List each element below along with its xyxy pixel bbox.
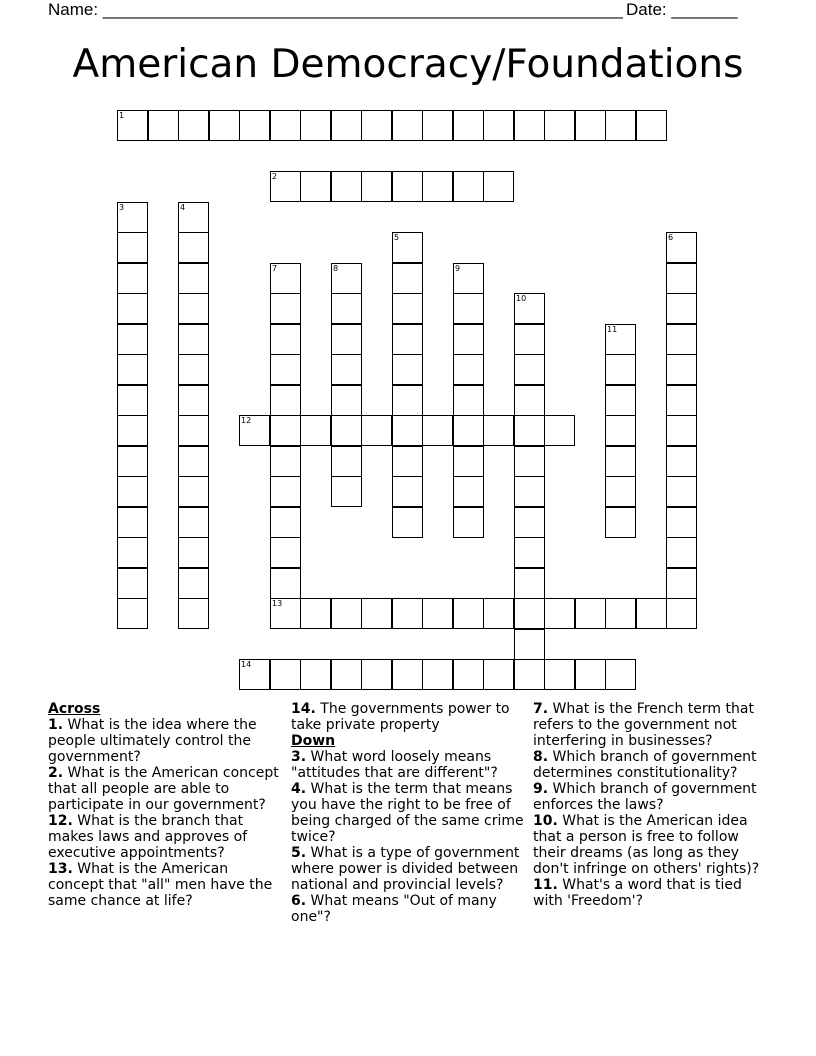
crossword-cell[interactable] <box>666 324 697 355</box>
crossword-cell[interactable] <box>483 171 514 202</box>
crossword-cell[interactable] <box>117 232 148 263</box>
crossword-cell[interactable] <box>666 568 697 599</box>
crossword-cell[interactable] <box>666 537 697 568</box>
crossword-cell[interactable] <box>514 354 545 385</box>
clue-item <box>533 781 769 813</box>
crossword-cell[interactable] <box>453 324 484 355</box>
crossword-cell[interactable] <box>270 415 301 446</box>
crossword-cell[interactable] <box>605 415 636 446</box>
crossword-cell[interactable] <box>453 110 484 141</box>
crossword-cell[interactable] <box>605 324 636 355</box>
crossword-cell[interactable] <box>239 415 270 446</box>
crossword-cell[interactable] <box>270 110 301 141</box>
crossword-cell[interactable] <box>514 537 545 568</box>
clue-number: 6. <box>291 893 307 909</box>
crossword-cell[interactable] <box>575 110 606 141</box>
clue-item <box>533 813 769 877</box>
clue-text: What is a type of government where power is divided between national and provincial levels? <box>291 845 520 893</box>
crossword-cell[interactable] <box>392 232 423 263</box>
clue-number-label: 11 <box>607 325 618 334</box>
clue-number-label: 5 <box>394 233 400 242</box>
crossword-cell[interactable] <box>270 354 301 385</box>
crossword-cell[interactable] <box>605 598 636 629</box>
crossword-cell[interactable] <box>331 446 362 477</box>
crossword-cell[interactable] <box>300 171 331 202</box>
clue-item <box>291 845 527 893</box>
crossword-cell[interactable] <box>331 598 362 629</box>
crossword-cell[interactable] <box>453 507 484 538</box>
crossword-cell[interactable] <box>544 110 575 141</box>
clue-text: What is the French term that refers to the government not interfering in businesses? <box>533 701 754 749</box>
clue-column-2 <box>291 701 527 925</box>
crossword-cell[interactable] <box>514 598 545 629</box>
crossword-cell[interactable] <box>361 171 392 202</box>
crossword-cell[interactable] <box>605 507 636 538</box>
crossword-cell[interactable] <box>331 659 362 690</box>
crossword-cell[interactable] <box>361 415 392 446</box>
crossword-cell[interactable] <box>514 293 545 324</box>
crossword-cell[interactable] <box>636 598 667 629</box>
clue-text: Which branch of government enforces the laws? <box>533 781 757 813</box>
crossword-cell[interactable] <box>666 293 697 324</box>
crossword-cell[interactable] <box>270 263 301 294</box>
date-field-label: Date: _______ <box>626 0 738 19</box>
clue-text: What word loosely means "attitudes that are different"? <box>291 749 498 781</box>
crossword-cell[interactable] <box>514 568 545 599</box>
crossword-cell[interactable] <box>453 293 484 324</box>
clue-number-label: 1 <box>119 111 125 120</box>
crossword-cell[interactable] <box>117 507 148 538</box>
clue-item <box>533 701 769 749</box>
crossword-cell[interactable] <box>392 507 423 538</box>
crossword-cell[interactable] <box>270 293 301 324</box>
crossword-cell[interactable] <box>514 415 545 446</box>
crossword-cell[interactable] <box>575 598 606 629</box>
crossword-cell[interactable] <box>117 446 148 477</box>
clue-item <box>48 813 284 861</box>
crossword-cell[interactable] <box>331 415 362 446</box>
crossword-cell[interactable] <box>453 415 484 446</box>
crossword-cell[interactable] <box>178 507 209 538</box>
crossword-cell[interactable] <box>117 293 148 324</box>
clue-number-label: 7 <box>272 264 278 273</box>
page-title: American Democracy/Foundations <box>72 42 744 87</box>
clue-item <box>533 749 769 781</box>
crossword-cell[interactable] <box>209 110 240 141</box>
crossword-cell[interactable] <box>453 385 484 416</box>
crossword-cell[interactable] <box>361 659 392 690</box>
crossword-cell[interactable] <box>392 110 423 141</box>
crossword-cell[interactable] <box>270 568 301 599</box>
crossword-cell[interactable] <box>300 110 331 141</box>
crossword-cell[interactable] <box>300 415 331 446</box>
crossword-cell[interactable] <box>483 659 514 690</box>
crossword-cell[interactable] <box>392 385 423 416</box>
clue-number: 3. <box>291 749 307 765</box>
crossword-cell[interactable] <box>117 354 148 385</box>
crossword-cell[interactable] <box>178 232 209 263</box>
crossword-cell[interactable] <box>117 202 148 233</box>
crossword-cell[interactable] <box>666 385 697 416</box>
crossword-cell[interactable] <box>239 659 270 690</box>
clue-section-heading: Across <box>48 701 101 717</box>
crossword-cell[interactable] <box>361 598 392 629</box>
crossword-cell[interactable] <box>453 263 484 294</box>
crossword-cell[interactable] <box>270 598 301 629</box>
crossword-cell[interactable] <box>392 324 423 355</box>
clue-number-label: 2 <box>272 172 278 181</box>
crossword-cell[interactable] <box>270 507 301 538</box>
clue-section-heading: Down <box>291 733 336 749</box>
crossword-cell[interactable] <box>392 476 423 507</box>
crossword-cell[interactable] <box>331 263 362 294</box>
crossword-cell[interactable] <box>666 446 697 477</box>
crossword-cell[interactable] <box>178 598 209 629</box>
clue-text: What is the American concept that "all" men have the same chance at life? <box>48 861 273 909</box>
crossword-cell[interactable] <box>605 354 636 385</box>
crossword-cell[interactable] <box>270 324 301 355</box>
crossword-cell[interactable] <box>605 659 636 690</box>
crossword-cell[interactable] <box>178 263 209 294</box>
crossword-cell[interactable] <box>544 659 575 690</box>
crossword-cell[interactable] <box>422 415 453 446</box>
crossword-cell[interactable] <box>117 324 148 355</box>
crossword-cell[interactable] <box>270 476 301 507</box>
clue-item <box>48 765 284 813</box>
clue-text: What is the American concept that all people are able to participate in our government? <box>48 765 279 813</box>
crossword-cell[interactable] <box>605 385 636 416</box>
crossword-cell[interactable] <box>331 476 362 507</box>
crossword-cell[interactable] <box>117 263 148 294</box>
clue-item <box>291 893 527 925</box>
name-field-label: Name: _______________________________________________________ <box>48 0 623 19</box>
clue-text: What is the American idea that a person is free to follow their dreams (as long as they don't infringe on others' rights)? <box>533 813 760 877</box>
crossword-cell[interactable] <box>544 598 575 629</box>
clue-text: The governments power to take private property <box>291 701 510 733</box>
crossword-cell[interactable] <box>514 110 545 141</box>
crossword-cell[interactable] <box>392 598 423 629</box>
crossword-cell[interactable] <box>117 476 148 507</box>
crossword-cell[interactable] <box>514 446 545 477</box>
clue-number-label: 8 <box>333 264 339 273</box>
crossword-cell[interactable] <box>331 354 362 385</box>
clue-text: What is the term that means you have the right to be free of being charged of the same crime twice? <box>291 781 524 845</box>
crossword-cell[interactable] <box>514 507 545 538</box>
clue-number-label: 12 <box>241 416 252 425</box>
crossword-cell[interactable] <box>178 537 209 568</box>
crossword-cell[interactable] <box>392 446 423 477</box>
crossword-cell[interactable] <box>422 110 453 141</box>
crossword-cell[interactable] <box>453 446 484 477</box>
clue-item <box>48 717 284 765</box>
crossword-cell[interactable] <box>453 598 484 629</box>
crossword-cell[interactable] <box>117 415 148 446</box>
crossword-cell[interactable] <box>514 659 545 690</box>
crossword-cell[interactable] <box>605 446 636 477</box>
crossword-cell[interactable] <box>178 354 209 385</box>
clue-number: 5. <box>291 845 307 861</box>
clue-number: 11. <box>533 877 558 893</box>
clue-number: 1. <box>48 717 64 733</box>
crossword-cell[interactable] <box>178 476 209 507</box>
crossword-cell[interactable] <box>117 568 148 599</box>
crossword-cell[interactable] <box>483 598 514 629</box>
crossword-cell[interactable] <box>270 171 301 202</box>
clue-number: 4. <box>291 781 307 797</box>
crossword-cell[interactable] <box>422 598 453 629</box>
crossword-cell[interactable] <box>392 171 423 202</box>
crossword-cell[interactable] <box>331 293 362 324</box>
clue-item <box>291 749 527 781</box>
crossword-cell[interactable] <box>392 354 423 385</box>
clue-item <box>533 877 769 909</box>
crossword-cell[interactable] <box>117 385 148 416</box>
crossword-cell[interactable] <box>392 293 423 324</box>
crossword-cell[interactable] <box>117 110 148 141</box>
clue-number: 13. <box>48 861 73 877</box>
clue-number: 12. <box>48 813 73 829</box>
crossword-cell[interactable] <box>514 385 545 416</box>
crossword-cell[interactable] <box>178 568 209 599</box>
crossword-cell[interactable] <box>178 110 209 141</box>
clue-number: 2. <box>48 765 64 781</box>
crossword-cell[interactable] <box>666 598 697 629</box>
crossword-cell[interactable] <box>331 385 362 416</box>
crossword-cell[interactable] <box>453 659 484 690</box>
crossword-cell[interactable] <box>117 537 148 568</box>
crossword-cell[interactable] <box>178 446 209 477</box>
clue-number: 14. <box>291 701 316 717</box>
crossword-cell[interactable] <box>483 110 514 141</box>
clue-text: What is the idea where the people ultimately control the government? <box>48 717 257 765</box>
clue-number-label: 10 <box>516 294 527 303</box>
clue-text: What means "Out of many one"? <box>291 893 497 925</box>
clue-number-label: 3 <box>119 203 125 212</box>
crossword-cell[interactable] <box>300 598 331 629</box>
clue-item <box>291 701 527 733</box>
crossword-cell[interactable] <box>178 202 209 233</box>
clue-item <box>48 861 284 909</box>
clue-number-label: 6 <box>668 233 674 242</box>
crossword-cell[interactable] <box>422 171 453 202</box>
crossword-cell[interactable] <box>453 171 484 202</box>
crossword-cell[interactable] <box>605 476 636 507</box>
crossword-cell[interactable] <box>270 537 301 568</box>
clue-number: 10. <box>533 813 558 829</box>
crossword-cell[interactable] <box>239 110 270 141</box>
clue-number: 8. <box>533 749 549 765</box>
clue-number-label: 14 <box>241 660 252 669</box>
crossword-cell[interactable] <box>666 232 697 263</box>
crossword-cell[interactable] <box>636 110 667 141</box>
crossword-cell[interactable] <box>514 324 545 355</box>
crossword-cell[interactable] <box>422 659 453 690</box>
crossword-cell[interactable] <box>117 598 148 629</box>
crossword-cell[interactable] <box>666 476 697 507</box>
clue-column-3 <box>533 701 769 909</box>
crossword-cell[interactable] <box>666 263 697 294</box>
crossword-cell[interactable] <box>514 476 545 507</box>
crossword-cell[interactable] <box>666 415 697 446</box>
crossword-cell[interactable] <box>575 659 606 690</box>
clue-number-label: 9 <box>455 264 461 273</box>
crossword-cell[interactable] <box>148 110 179 141</box>
crossword-cell[interactable] <box>270 446 301 477</box>
crossword-cell[interactable] <box>300 659 331 690</box>
crossword-cell[interactable] <box>270 659 301 690</box>
clue-text: What is the branch that makes laws and approves of executive appointments? <box>48 813 248 861</box>
crossword-cell[interactable] <box>514 629 545 660</box>
clue-number: 9. <box>533 781 549 797</box>
crossword-cell[interactable] <box>331 171 362 202</box>
clue-text: What's a word that is tied with 'Freedom'? <box>533 877 742 909</box>
clue-number-label: 4 <box>180 203 186 212</box>
crossword-cell[interactable] <box>392 415 423 446</box>
crossword-cell[interactable] <box>361 110 392 141</box>
crossword-cell[interactable] <box>392 659 423 690</box>
crossword-cell[interactable] <box>392 263 423 294</box>
crossword-cell[interactable] <box>605 110 636 141</box>
crossword-cell[interactable] <box>178 324 209 355</box>
crossword-cell[interactable] <box>331 110 362 141</box>
crossword-cell[interactable] <box>178 415 209 446</box>
crossword-cell[interactable] <box>331 324 362 355</box>
crossword-cell[interactable] <box>453 354 484 385</box>
crossword-cell[interactable] <box>270 385 301 416</box>
clue-text: Which branch of government determines constitutionality? <box>533 749 757 781</box>
clue-item <box>291 781 527 845</box>
clue-number-label: 13 <box>272 599 283 608</box>
crossword-cell[interactable] <box>453 476 484 507</box>
crossword-cell[interactable] <box>666 507 697 538</box>
clue-column-1 <box>48 701 284 909</box>
crossword-cell[interactable] <box>544 415 575 446</box>
clue-number: 7. <box>533 701 549 717</box>
crossword-cell[interactable] <box>178 385 209 416</box>
crossword-cell[interactable] <box>483 415 514 446</box>
crossword-cell[interactable] <box>178 293 209 324</box>
crossword-cell[interactable] <box>666 354 697 385</box>
